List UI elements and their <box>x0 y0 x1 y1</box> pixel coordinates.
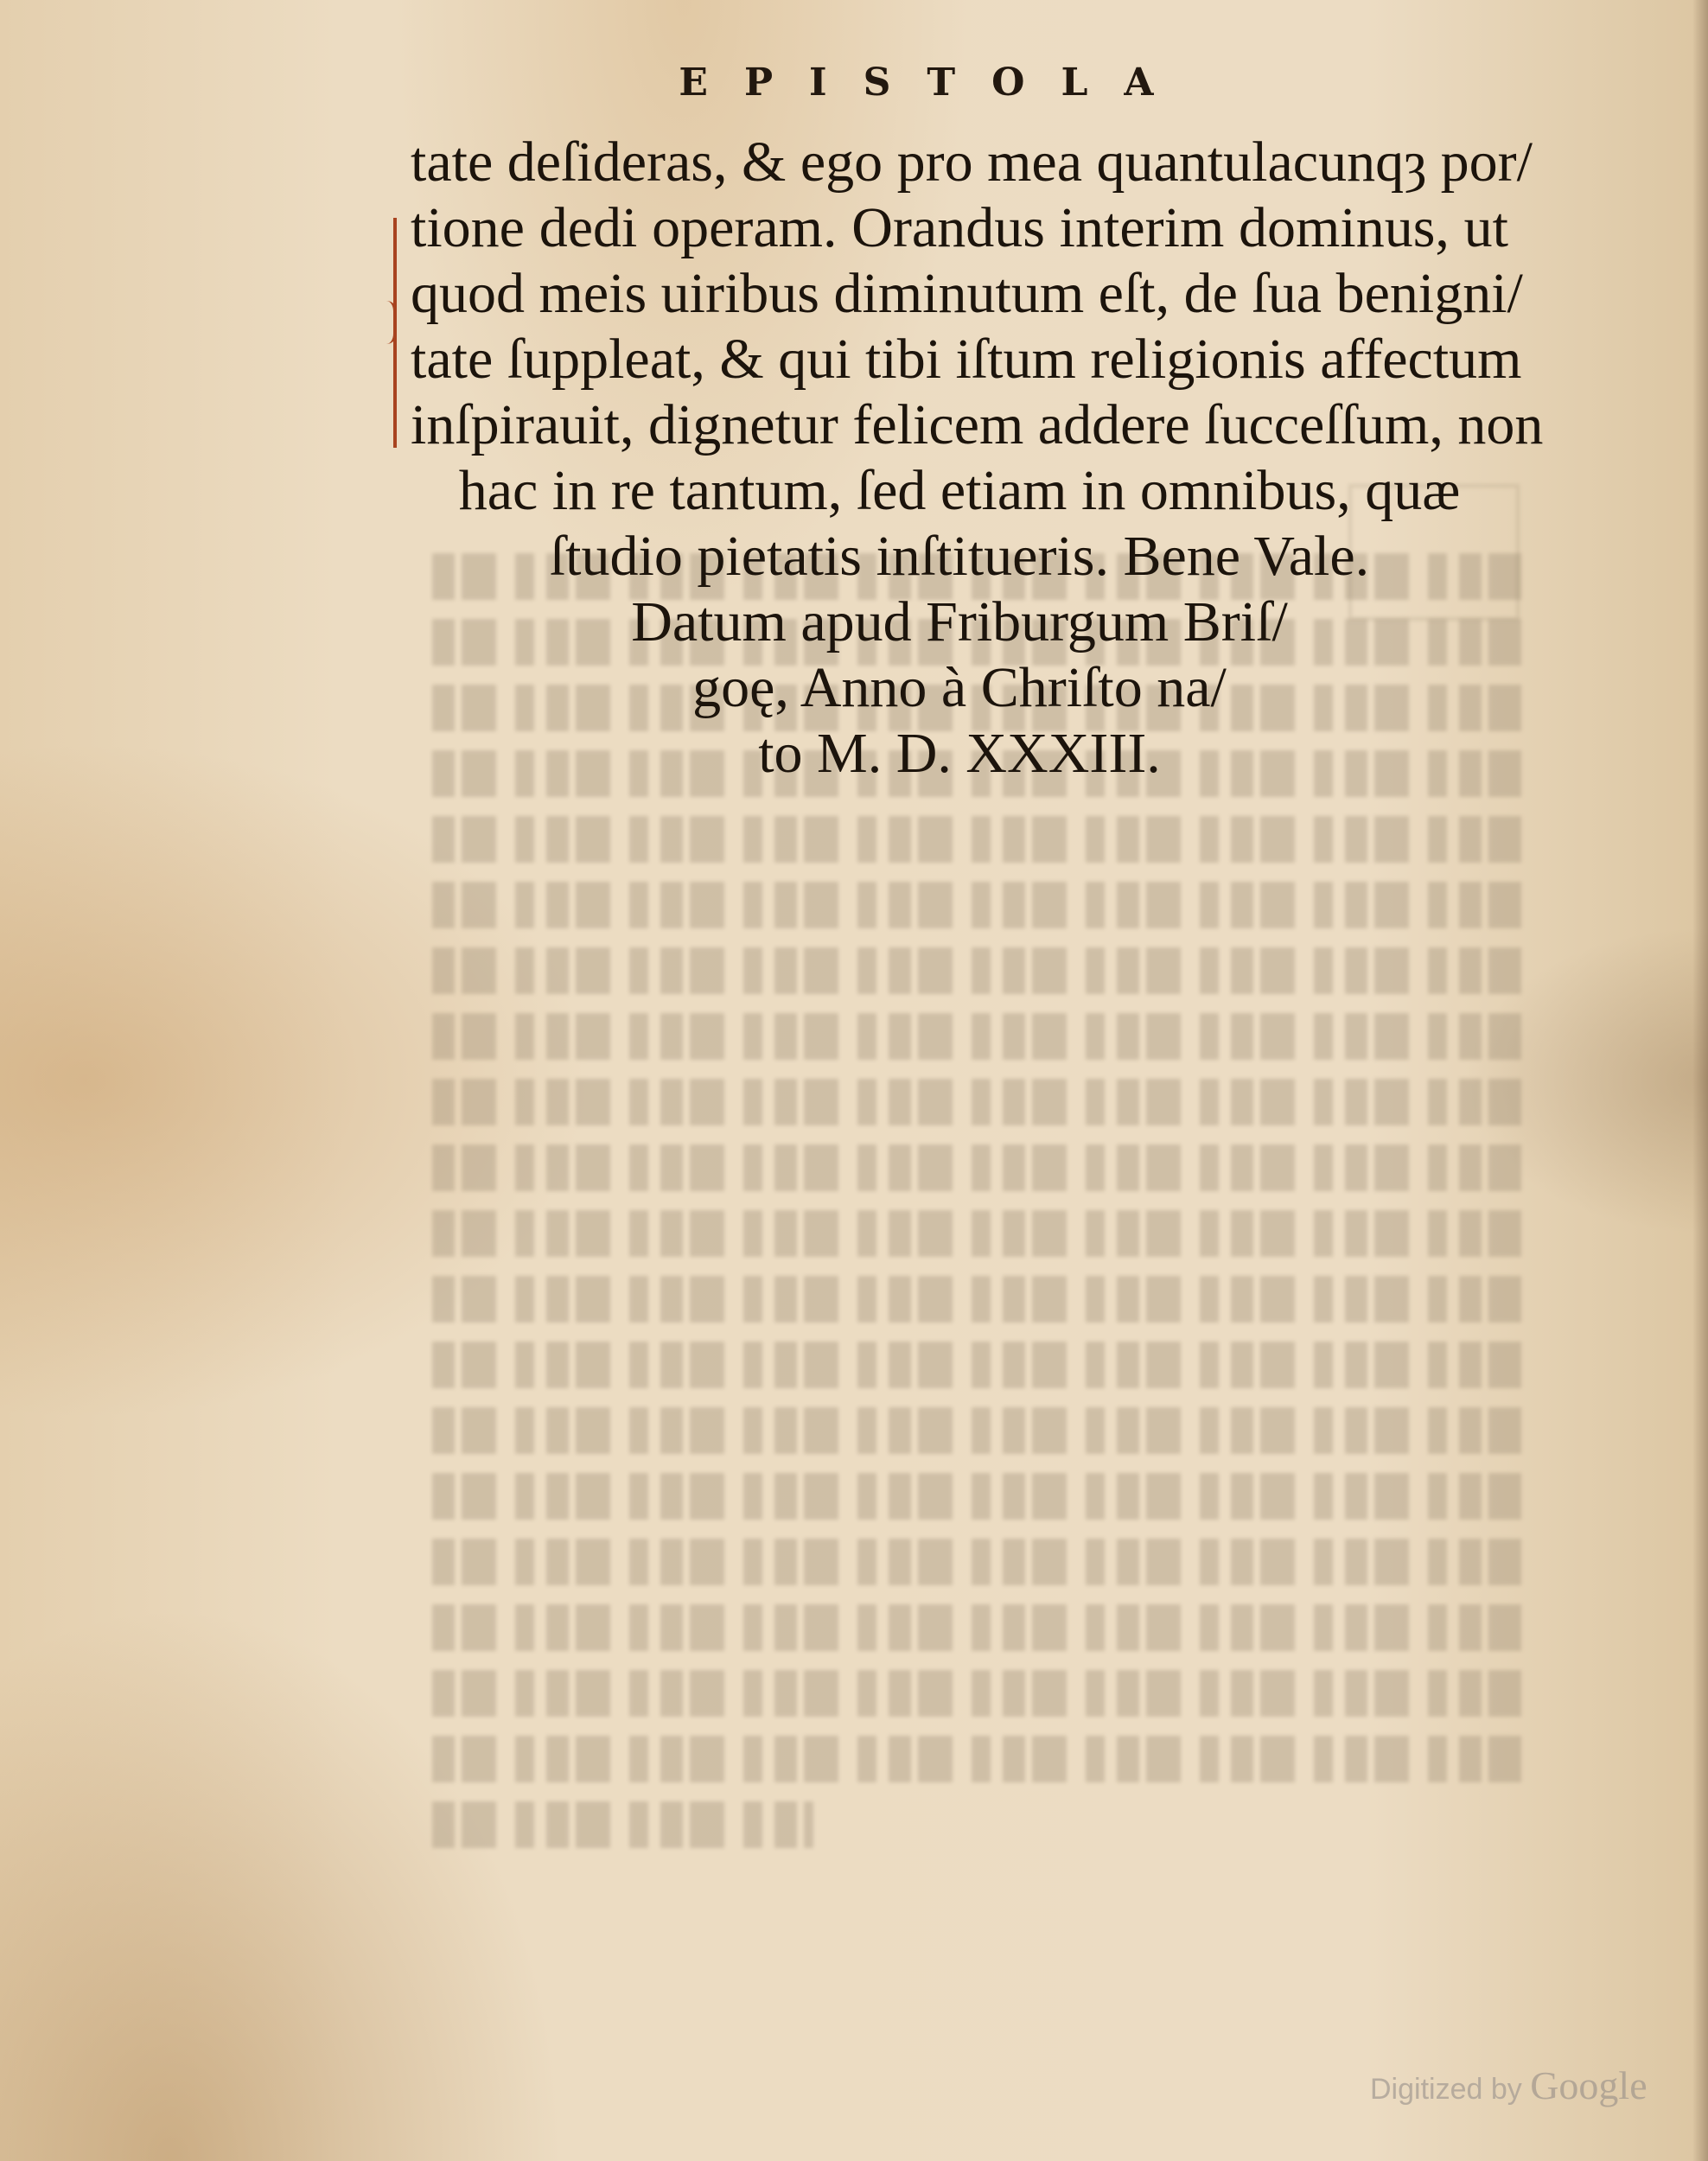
text-line: tate ſuppleat, & qui tibi iſtum religionis affectum <box>411 328 1522 391</box>
text-line: ſtudio pietatis inſtitueris. Bene Vale. <box>549 525 1370 588</box>
dateline-year: to M. D. XXXIII. <box>758 722 1161 785</box>
text-line: hac in re tantum, ſed etiam in omnibus, quæ <box>458 459 1461 522</box>
text-line: inſpirauit, dignetur felicem addere ſucceſſum, non <box>411 393 1544 456</box>
text-line: tione dedi operam. Orandus interim dominus, ut <box>411 196 1508 259</box>
text-line: quod meis uiribus diminutum eſt, de ſua benigni/ <box>411 262 1523 325</box>
digitizer-watermark <box>1370 2062 1647 2108</box>
dateline: Datum apud Friburgum Briſ/ <box>631 590 1288 653</box>
running-head: EPISTOLA <box>679 61 1190 105</box>
dateline: goę, Anno à Chriſto na/ <box>692 656 1227 719</box>
margin-bracket <box>393 218 409 448</box>
letter-text <box>411 130 1544 787</box>
watermark-prefix: Digitized by <box>1370 2073 1522 2106</box>
text-line: tate deſideras, & ego pro mea quantulacunqȝ por/ <box>411 131 1533 194</box>
watermark-brand: Google <box>1530 2063 1647 2107</box>
